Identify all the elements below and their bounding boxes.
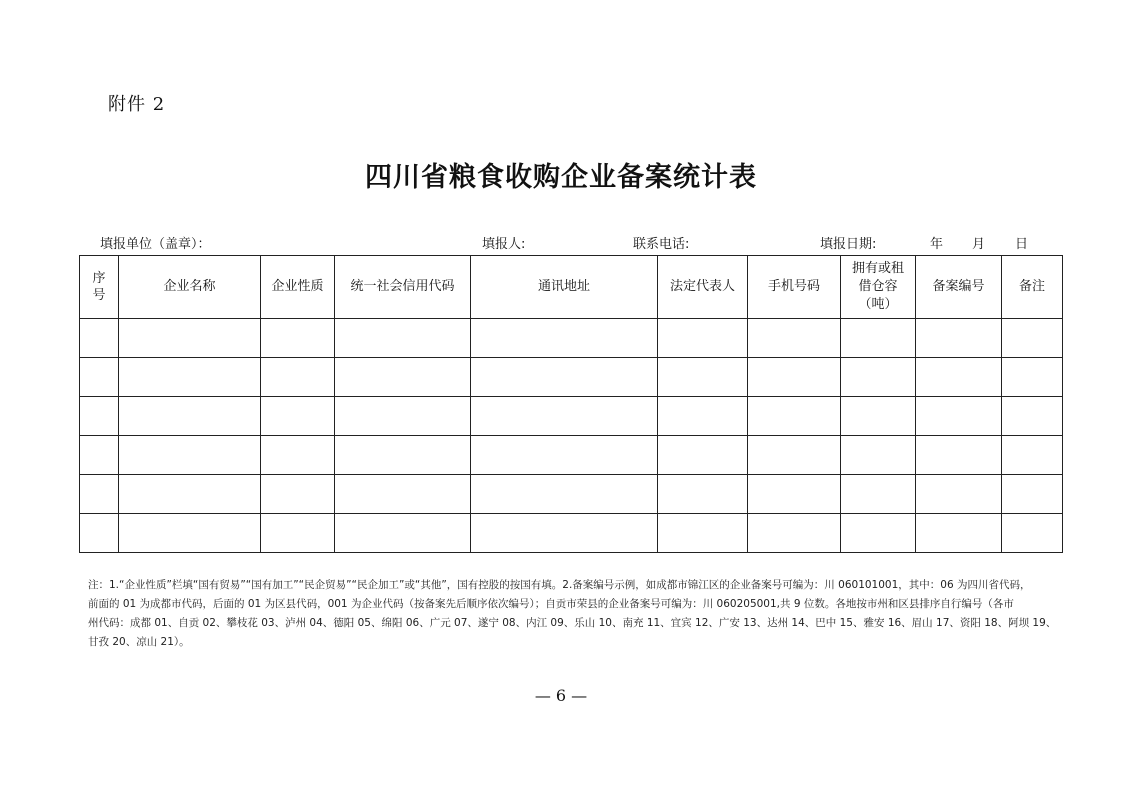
table-cell[interactable] bbox=[841, 514, 916, 553]
header-remarks: 备注 bbox=[1002, 256, 1063, 319]
table-cell[interactable] bbox=[119, 514, 261, 553]
footnotes bbox=[88, 576, 1063, 652]
table-cell[interactable] bbox=[841, 397, 916, 436]
header-filing-number: 备案编号 bbox=[916, 256, 1002, 319]
table-cell[interactable] bbox=[916, 397, 1002, 436]
table-cell[interactable] bbox=[1002, 436, 1063, 475]
table-cell[interactable] bbox=[119, 475, 261, 514]
header-seq: 序号 bbox=[80, 256, 119, 319]
table-cell[interactable] bbox=[658, 475, 748, 514]
header-credit-code: 统一社会信用代码 bbox=[335, 256, 471, 319]
table-cell[interactable] bbox=[119, 397, 261, 436]
table-cell[interactable] bbox=[471, 514, 658, 553]
table-cell[interactable] bbox=[916, 358, 1002, 397]
table-cell[interactable] bbox=[748, 319, 841, 358]
table-row bbox=[80, 475, 1063, 514]
reporter-label: 填报人: bbox=[482, 237, 526, 252]
table-cell[interactable] bbox=[261, 358, 335, 397]
table-cell[interactable] bbox=[1002, 475, 1063, 514]
attachment-label: 附件 2 bbox=[108, 94, 166, 115]
table-cell[interactable] bbox=[471, 319, 658, 358]
table-cell[interactable] bbox=[80, 397, 119, 436]
table-cell[interactable] bbox=[1002, 358, 1063, 397]
document-title: 四川省粮食收购企业备案统计表 bbox=[365, 162, 757, 193]
table-cell[interactable] bbox=[80, 475, 119, 514]
table-cell[interactable] bbox=[841, 475, 916, 514]
table-cell[interactable] bbox=[748, 358, 841, 397]
table-cell[interactable] bbox=[261, 514, 335, 553]
date-label: 填报日期: bbox=[820, 237, 877, 252]
table-cell[interactable] bbox=[261, 397, 335, 436]
table-row bbox=[80, 319, 1063, 358]
header-company-name: 企业名称 bbox=[119, 256, 261, 319]
month-label: 月 bbox=[972, 237, 986, 252]
table-cell[interactable] bbox=[748, 475, 841, 514]
table-cell[interactable] bbox=[1002, 514, 1063, 553]
table-cell[interactable] bbox=[335, 475, 471, 514]
table-cell[interactable] bbox=[119, 436, 261, 475]
table-cell[interactable] bbox=[80, 436, 119, 475]
table-cell[interactable] bbox=[1002, 319, 1063, 358]
table-cell[interactable] bbox=[119, 358, 261, 397]
header-mobile: 手机号码 bbox=[748, 256, 841, 319]
table-cell[interactable] bbox=[658, 397, 748, 436]
table-cell[interactable] bbox=[261, 319, 335, 358]
table-cell[interactable] bbox=[471, 475, 658, 514]
header-storage-capacity: 拥有或租借仓容（吨） bbox=[841, 256, 916, 319]
form-info-row bbox=[100, 233, 1060, 253]
footnote-line: 州代码：成都 01、自贡 02、攀枝花 03、泸州 04、德阳 05、绵阳 06、广元 07、遂宁 08、内江 09、乐山 10、南充 11、宜宾 12、广安 13、达州 14、巴中 15、雅安 16、眉山 17、资阳 18、阿坝 19、 bbox=[88, 617, 1057, 629]
day-label: 日 bbox=[1015, 237, 1029, 252]
table-row bbox=[80, 397, 1063, 436]
table-cell[interactable] bbox=[916, 319, 1002, 358]
table-cell[interactable] bbox=[80, 514, 119, 553]
year-label: 年 bbox=[930, 237, 944, 252]
table-cell[interactable] bbox=[261, 475, 335, 514]
table-cell[interactable] bbox=[916, 436, 1002, 475]
table-cell[interactable] bbox=[335, 358, 471, 397]
header-address: 通讯地址 bbox=[471, 256, 658, 319]
table-row bbox=[80, 436, 1063, 475]
table-cell[interactable] bbox=[471, 436, 658, 475]
table-cell[interactable] bbox=[1002, 397, 1063, 436]
table-cell[interactable] bbox=[658, 319, 748, 358]
table-cell[interactable] bbox=[916, 475, 1002, 514]
table-cell[interactable] bbox=[748, 514, 841, 553]
table-cell[interactable] bbox=[658, 358, 748, 397]
filing-statistics-table bbox=[79, 255, 1063, 553]
table-cell[interactable] bbox=[471, 358, 658, 397]
table-cell[interactable] bbox=[261, 436, 335, 475]
footnote-line: 注：1.“企业性质”栏填“国有贸易”“国有加工”“民企贸易”“民企加工”或“其他”，国有控股的按国有填。2.备案编号示例，如成都市锦江区的企业备案号可编为：川 060101001，其中：06 为四川省代码， bbox=[88, 579, 1031, 591]
table-cell[interactable] bbox=[658, 436, 748, 475]
table-body bbox=[80, 319, 1063, 553]
table-cell[interactable] bbox=[335, 514, 471, 553]
table-cell[interactable] bbox=[335, 397, 471, 436]
table-cell[interactable] bbox=[916, 514, 1002, 553]
table-cell[interactable] bbox=[80, 319, 119, 358]
footnote-line: 甘孜 20、凉山 21）。 bbox=[88, 636, 190, 648]
table-cell[interactable] bbox=[748, 397, 841, 436]
table-row bbox=[80, 358, 1063, 397]
footnote-line: 前面的 01 为成都市代码，后面的 01 为区县代码，001 为企业代码（按备案先后顺序依次编号）；自贡市荣县的企业备案号可编为：川 060205001,共 9 位数。各地按市州和区县排序自行编号（各市 bbox=[88, 598, 1014, 610]
table-cell[interactable] bbox=[841, 319, 916, 358]
table-row bbox=[80, 514, 1063, 553]
header-company-nature: 企业性质 bbox=[261, 256, 335, 319]
table-cell[interactable] bbox=[841, 436, 916, 475]
table-cell[interactable] bbox=[335, 319, 471, 358]
table-header-row bbox=[80, 256, 1063, 319]
filing-unit-label: 填报单位（盖章）： bbox=[100, 237, 211, 252]
header-legal-representative: 法定代表人 bbox=[658, 256, 748, 319]
table-cell[interactable] bbox=[658, 514, 748, 553]
table-cell[interactable] bbox=[841, 358, 916, 397]
table-cell[interactable] bbox=[335, 436, 471, 475]
phone-label: 联系电话: bbox=[633, 237, 690, 252]
table-cell[interactable] bbox=[119, 319, 261, 358]
table-cell[interactable] bbox=[748, 436, 841, 475]
page-number: — 6 — bbox=[534, 686, 588, 705]
table-cell[interactable] bbox=[80, 358, 119, 397]
table-cell[interactable] bbox=[471, 397, 658, 436]
